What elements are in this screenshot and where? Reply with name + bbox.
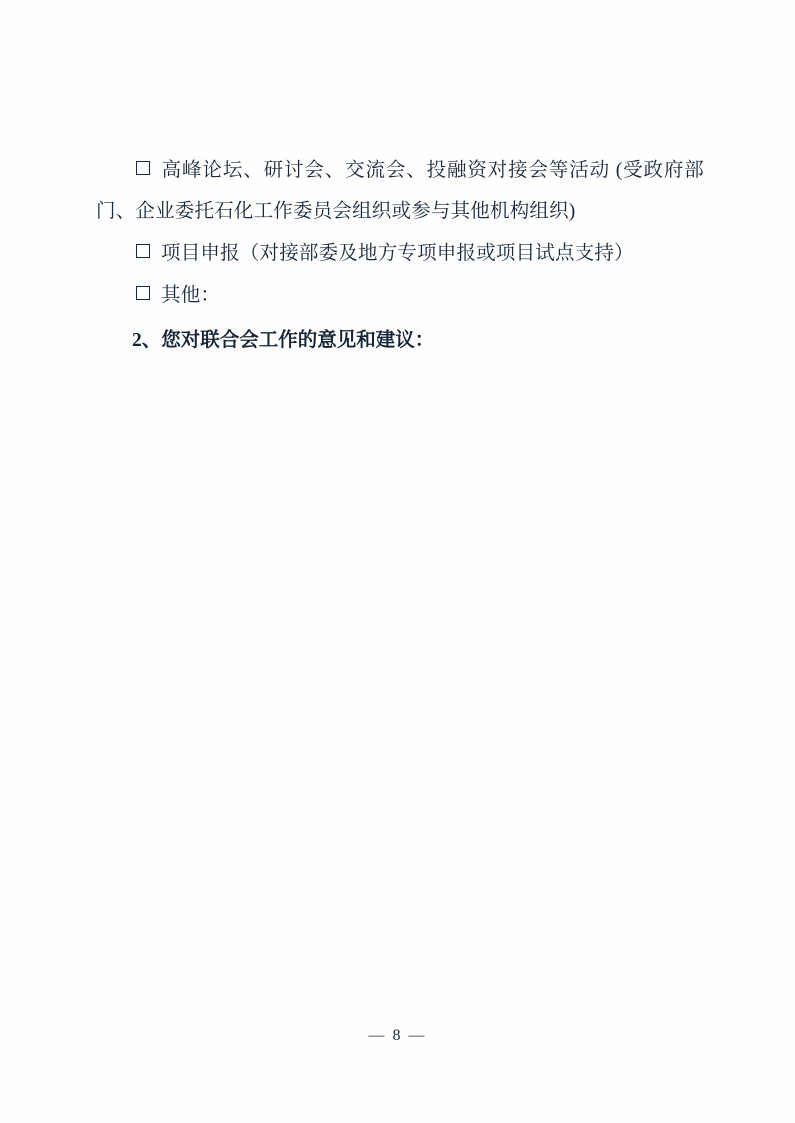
answer-write-in-area[interactable] bbox=[96, 361, 704, 1001]
checklist-item-forum-label: 高峰论坛、研讨会、交流会、投融资对接会等活动 (受政府部门、企业委托石化工作委员会组织或参与其他机构组织) bbox=[96, 160, 704, 222]
checkbox-empty-icon[interactable] bbox=[136, 286, 150, 300]
checklist-item-other[interactable] bbox=[96, 275, 704, 316]
checkbox-empty-icon[interactable] bbox=[136, 244, 150, 258]
checklist-item-project[interactable] bbox=[96, 233, 704, 274]
checkbox-empty-icon[interactable] bbox=[136, 161, 150, 175]
document-body bbox=[96, 150, 704, 1001]
question-2-number: 2、 bbox=[132, 330, 162, 351]
question-2-label: 您对联合会工作的意见和建议： bbox=[161, 330, 435, 351]
checklist-item-forum[interactable] bbox=[96, 150, 704, 232]
question-2 bbox=[96, 320, 704, 361]
page-number-footer: — 8 — bbox=[368, 1027, 427, 1044]
checklist-item-other-label: 其他： bbox=[161, 285, 221, 306]
checklist-item-project-label: 项目申报（对接部委及地方专项申报或项目试点支持） bbox=[161, 243, 634, 264]
